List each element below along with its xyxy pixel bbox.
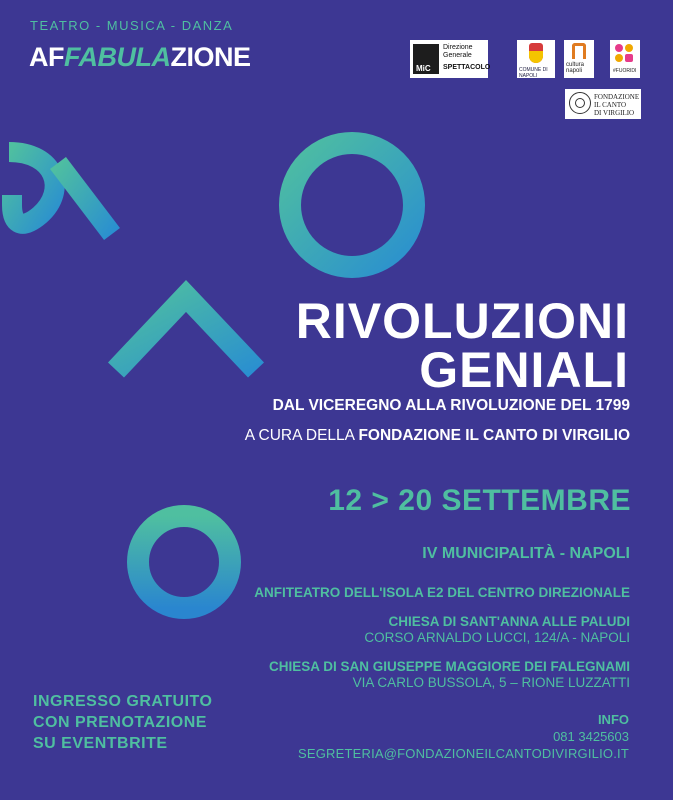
lower-ring — [138, 516, 230, 608]
cultura-label — [566, 62, 584, 74]
mic-mark-text: MiC — [416, 64, 431, 73]
fondazione-logo — [565, 89, 641, 119]
venue-2-name: CHIESA DI SANT'ANNA ALLE PALUDI — [388, 614, 630, 629]
cultura-line1: cultura — [566, 62, 585, 68]
curated-org: FONDAZIONE IL CANTO DI VIRGILIO — [358, 427, 630, 444]
mic-line2: Generale — [443, 52, 472, 59]
brand-mid: FABULA — [64, 42, 171, 72]
venue-2-address: CORSO ARNALDO LUCCI, 124/A - NAPOLI — [364, 630, 630, 645]
crest-icon — [529, 43, 543, 63]
dot-icon — [615, 44, 623, 52]
seal-icon — [569, 92, 591, 114]
curated-prefix: A CURA DELLA — [244, 427, 359, 444]
dot-icon — [615, 54, 623, 62]
cultura-line2: napoli — [566, 68, 583, 74]
event-title-line2: GENIALI — [419, 342, 629, 398]
info-phone[interactable]: 081 3425603 — [553, 729, 629, 744]
brand-suffix: ZIONE — [170, 42, 251, 72]
mic-line1: Direzione — [443, 44, 473, 51]
upper-ring — [290, 143, 414, 267]
fondazione-line1: FONDAZIONE — [594, 93, 640, 101]
fondazione-line2: IL CANTO — [594, 101, 627, 109]
municipality: IV MUNICIPALITÀ - NAPOLI — [422, 545, 630, 562]
mic-line3: SPETTACOLO — [443, 64, 491, 71]
venue-3-name: CHIESA DI SAN GIUSEPPE MAGGIORE DEI FALEGNAMI — [268, 659, 630, 674]
brand-prefix: AF — [29, 42, 64, 72]
mic-logo — [410, 40, 491, 78]
festival-tagline: TEATRO - MUSICA - DANZA — [30, 18, 234, 33]
cultura-napoli-logo — [564, 40, 594, 78]
venue-1-name: ANFITEATRO DELL'ISOLA E2 DEL CENTRO DIREZIONALE — [254, 585, 630, 600]
hook-glyph — [9, 152, 55, 224]
dot-icon — [625, 44, 633, 52]
booking-line1: INGRESSO GRATUITO — [33, 693, 213, 710]
comune-napoli-logo — [517, 40, 555, 78]
diagonal-stroke — [58, 163, 112, 234]
event-dates: 12 > 20 SETTEMBRE — [328, 484, 631, 517]
fondazione-line3: DI VIRGILIO — [594, 109, 635, 117]
napoli-label: COMUNE DI NAPOLI — [519, 67, 548, 79]
booking-line2: CON PRENOTAZIONE — [33, 714, 207, 731]
dot-icon — [625, 54, 633, 62]
curated-by — [245, 427, 630, 445]
event-subtitle: DAL VICEREGNO ALLA RIVOLUZIONE DEL 1799 — [272, 397, 630, 414]
festival-brand — [29, 42, 251, 73]
mic-text — [443, 44, 473, 60]
info-email[interactable]: SEGRETERIA@FONDAZIONEILCANTODIVIRGILIO.IT — [297, 746, 629, 761]
info-label: INFO — [597, 712, 629, 727]
event-title-line1: RIVOLUZIONI — [295, 293, 629, 349]
booking-line3: SU EVENTBRITE — [33, 735, 168, 752]
fondazione-text — [594, 93, 639, 117]
events-label: #FUORIDI — [613, 68, 637, 74]
booking-info — [33, 691, 212, 754]
mic-mark-icon — [413, 44, 439, 74]
arch-icon — [572, 43, 586, 59]
events-logo — [610, 40, 640, 78]
venue-3-address: VIA CARLO BUSSOLA, 5 – RIONE LUZZATTI — [352, 675, 630, 690]
